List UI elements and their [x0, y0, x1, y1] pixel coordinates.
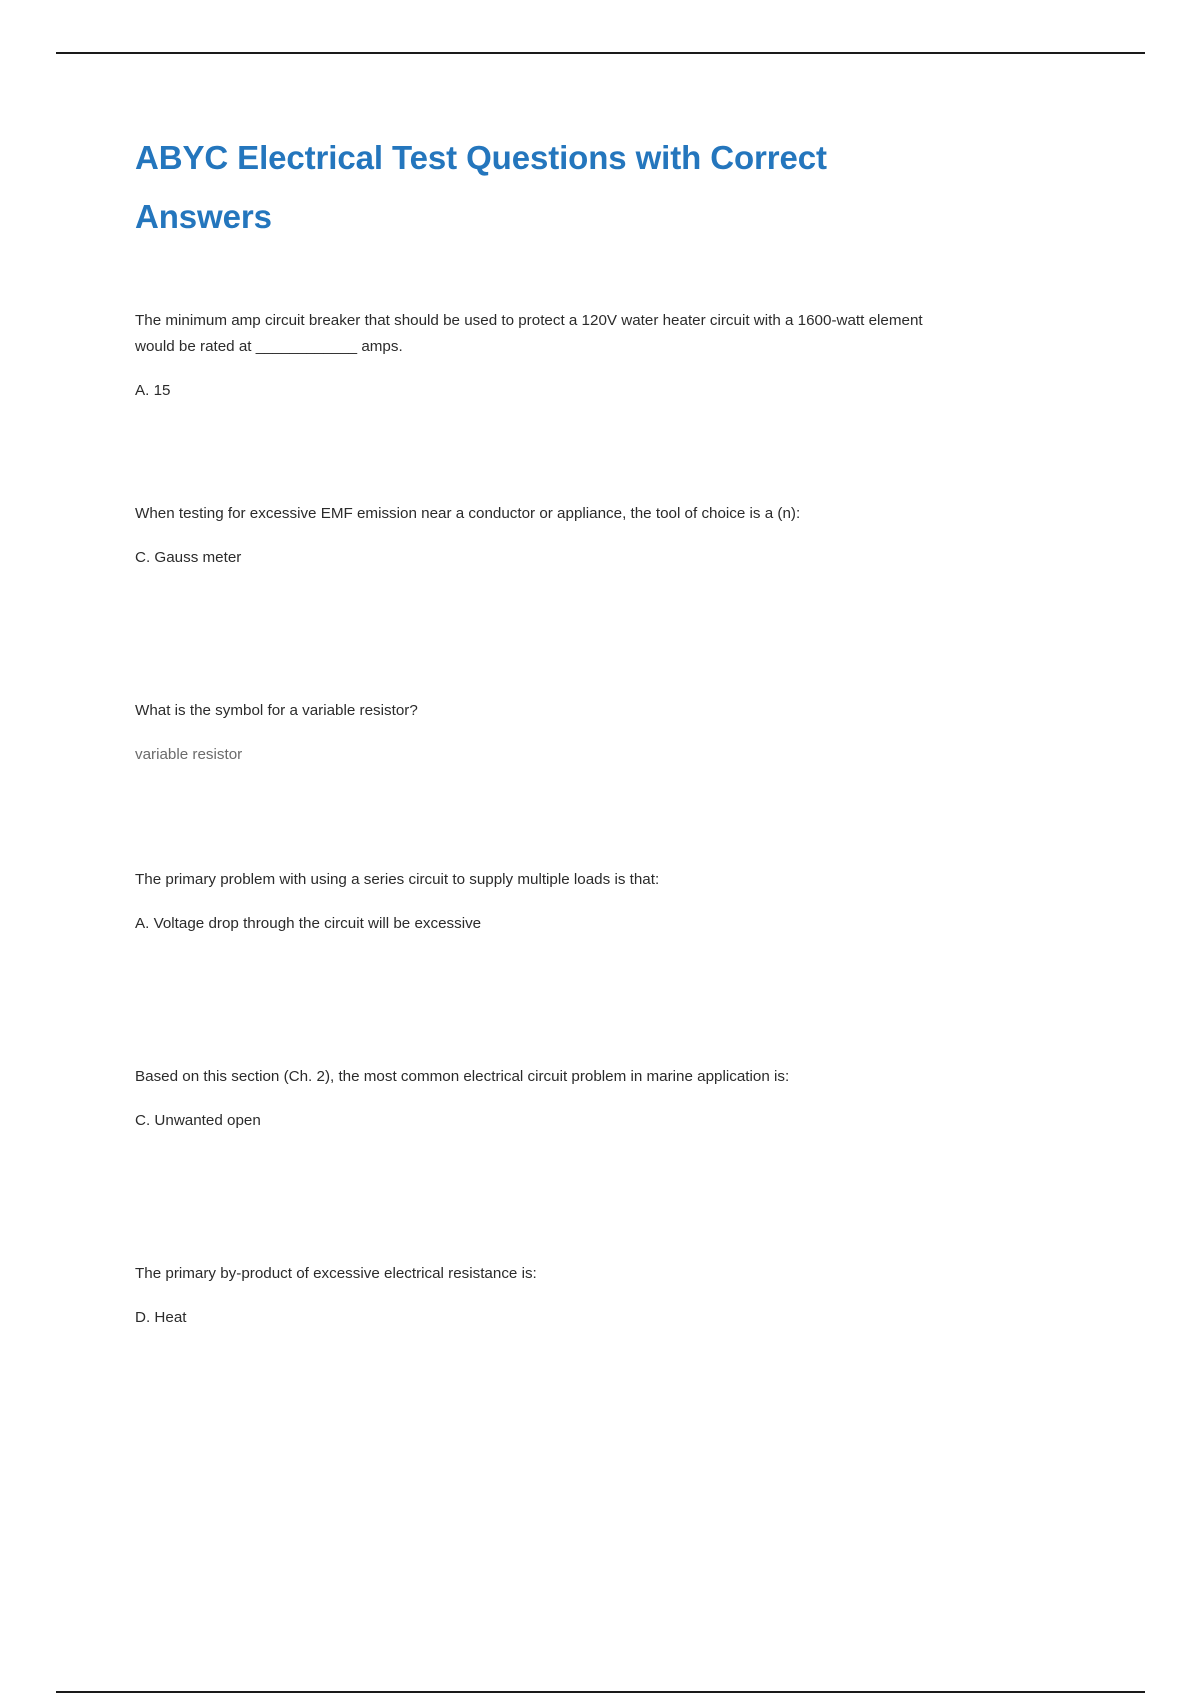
answer-text-4: A. Voltage drop through the circuit will be excessive	[135, 915, 482, 932]
question-text-3: What is the symbol for a variable resistor?	[135, 702, 418, 719]
page-title-line-1: ABYC Electrical Test Questions with Correct	[135, 139, 827, 176]
qa-block-4	[135, 867, 975, 937]
page-title	[135, 128, 935, 246]
qa-block-2	[135, 501, 975, 571]
qa-block-5	[135, 1064, 975, 1134]
answer-text-6: D. Heat	[135, 1309, 187, 1326]
document-content	[135, 128, 975, 1331]
question-text-5: Based on this section (Ch. 2), the most common electrical circuit problem in marine application is:	[135, 1068, 790, 1085]
page-title-line-2: Answers	[135, 198, 272, 235]
qa-block-3	[135, 698, 975, 768]
footer-divider-rule	[56, 1691, 1145, 1693]
answer-text-3: variable resistor	[135, 746, 243, 763]
question-text-1: The minimum amp circuit breaker that should be used to protect a 120V water heater circuit with a 1600-watt element would be rated at ____________ amps.	[135, 312, 923, 355]
question-answer-list	[135, 308, 975, 1331]
qa-block-6	[135, 1261, 975, 1331]
answer-text-5: C. Unwanted open	[135, 1112, 261, 1129]
answer-text-1: A. 15	[135, 382, 171, 399]
question-text-6: The primary by-product of excessive electrical resistance is:	[135, 1265, 537, 1282]
qa-block-1	[135, 308, 975, 404]
header-divider-rule	[56, 52, 1145, 54]
answer-text-2: C. Gauss meter	[135, 549, 242, 566]
question-text-4: The primary problem with using a series circuit to supply multiple loads is that:	[135, 871, 660, 888]
question-text-2: When testing for excessive EMF emission near a conductor or appliance, the tool of choice is a (n):	[135, 505, 801, 522]
